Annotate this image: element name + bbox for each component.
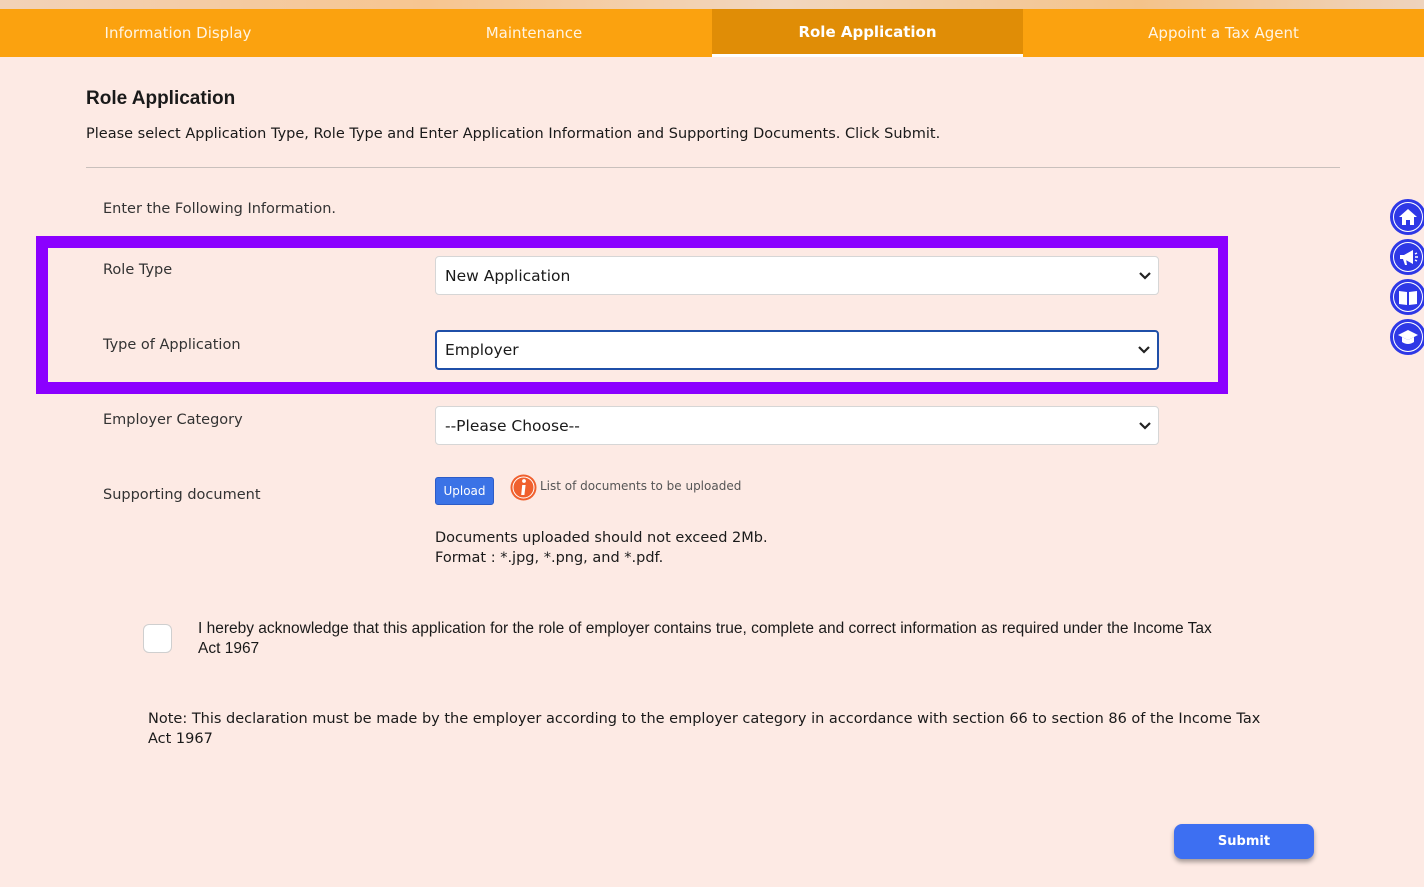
- page-title: Role Application: [86, 88, 236, 109]
- role-type-label: Role Type: [103, 262, 173, 278]
- chevron-down-icon: [1138, 271, 1152, 281]
- declaration-note: Note: This declaration must be made by the employer according to the employer category in accordance with section 66 to section 86 of the Income Tax Act 1967: [148, 711, 1261, 747]
- submit-button[interactable]: Submit: [1174, 824, 1314, 859]
- tab-information-display[interactable]: Information Display: [104, 24, 252, 42]
- chevron-down-icon: [1137, 345, 1151, 355]
- upload-requirements: [435, 528, 768, 568]
- guide-button[interactable]: [1390, 279, 1424, 315]
- documents-list-link[interactable]: List of documents to be uploaded: [540, 479, 742, 493]
- upload-button[interactable]: Upload: [435, 477, 494, 505]
- page-description: Please select Application Type, Role Type and Enter Application Information and Supporting Documents. Click Submit.: [86, 126, 941, 142]
- tab-appoint-tax-agent[interactable]: Appoint a Tax Agent: [1148, 24, 1299, 42]
- employer-category-select[interactable]: [435, 406, 1159, 445]
- acknowledgement-text: I hereby acknowledge that this application for the role of employer contains true, complete and correct information as required under the Income Tax Act 1967: [198, 620, 1212, 657]
- info-icon[interactable]: [510, 474, 537, 501]
- role-type-select[interactable]: [435, 256, 1159, 295]
- tab-role-application[interactable]: Role Application: [712, 9, 1023, 57]
- divider: [86, 167, 1340, 168]
- education-button[interactable]: [1390, 319, 1424, 355]
- announcement-button[interactable]: [1390, 239, 1424, 275]
- megaphone-icon: [1397, 246, 1419, 268]
- graduation-cap-icon: [1397, 326, 1419, 348]
- tab-bar: [0, 9, 1424, 57]
- employer-category-label: Employer Category: [103, 412, 243, 428]
- acknowledge-checkbox[interactable]: [143, 624, 172, 653]
- home-icon: [1397, 206, 1419, 228]
- size-note: Documents uploaded should not exceed 2Mb.: [435, 530, 768, 546]
- application-type-label: Type of Application: [103, 337, 241, 353]
- role-type-value: New Application: [445, 266, 571, 285]
- section-heading: Enter the Following Information.: [103, 201, 336, 217]
- chevron-down-icon: [1138, 421, 1152, 431]
- book-icon: [1397, 286, 1419, 308]
- format-note: Format : *.jpg, *.png, and *.pdf.: [435, 550, 664, 566]
- supporting-document-label: Supporting document: [103, 487, 261, 503]
- tab-maintenance[interactable]: Maintenance: [485, 24, 583, 42]
- header-banner-strip: [0, 0, 1424, 9]
- employer-category-value: --Please Choose--: [445, 416, 580, 435]
- application-type-select[interactable]: [435, 330, 1159, 370]
- application-type-value: Employer: [445, 341, 519, 359]
- home-button[interactable]: [1390, 199, 1424, 235]
